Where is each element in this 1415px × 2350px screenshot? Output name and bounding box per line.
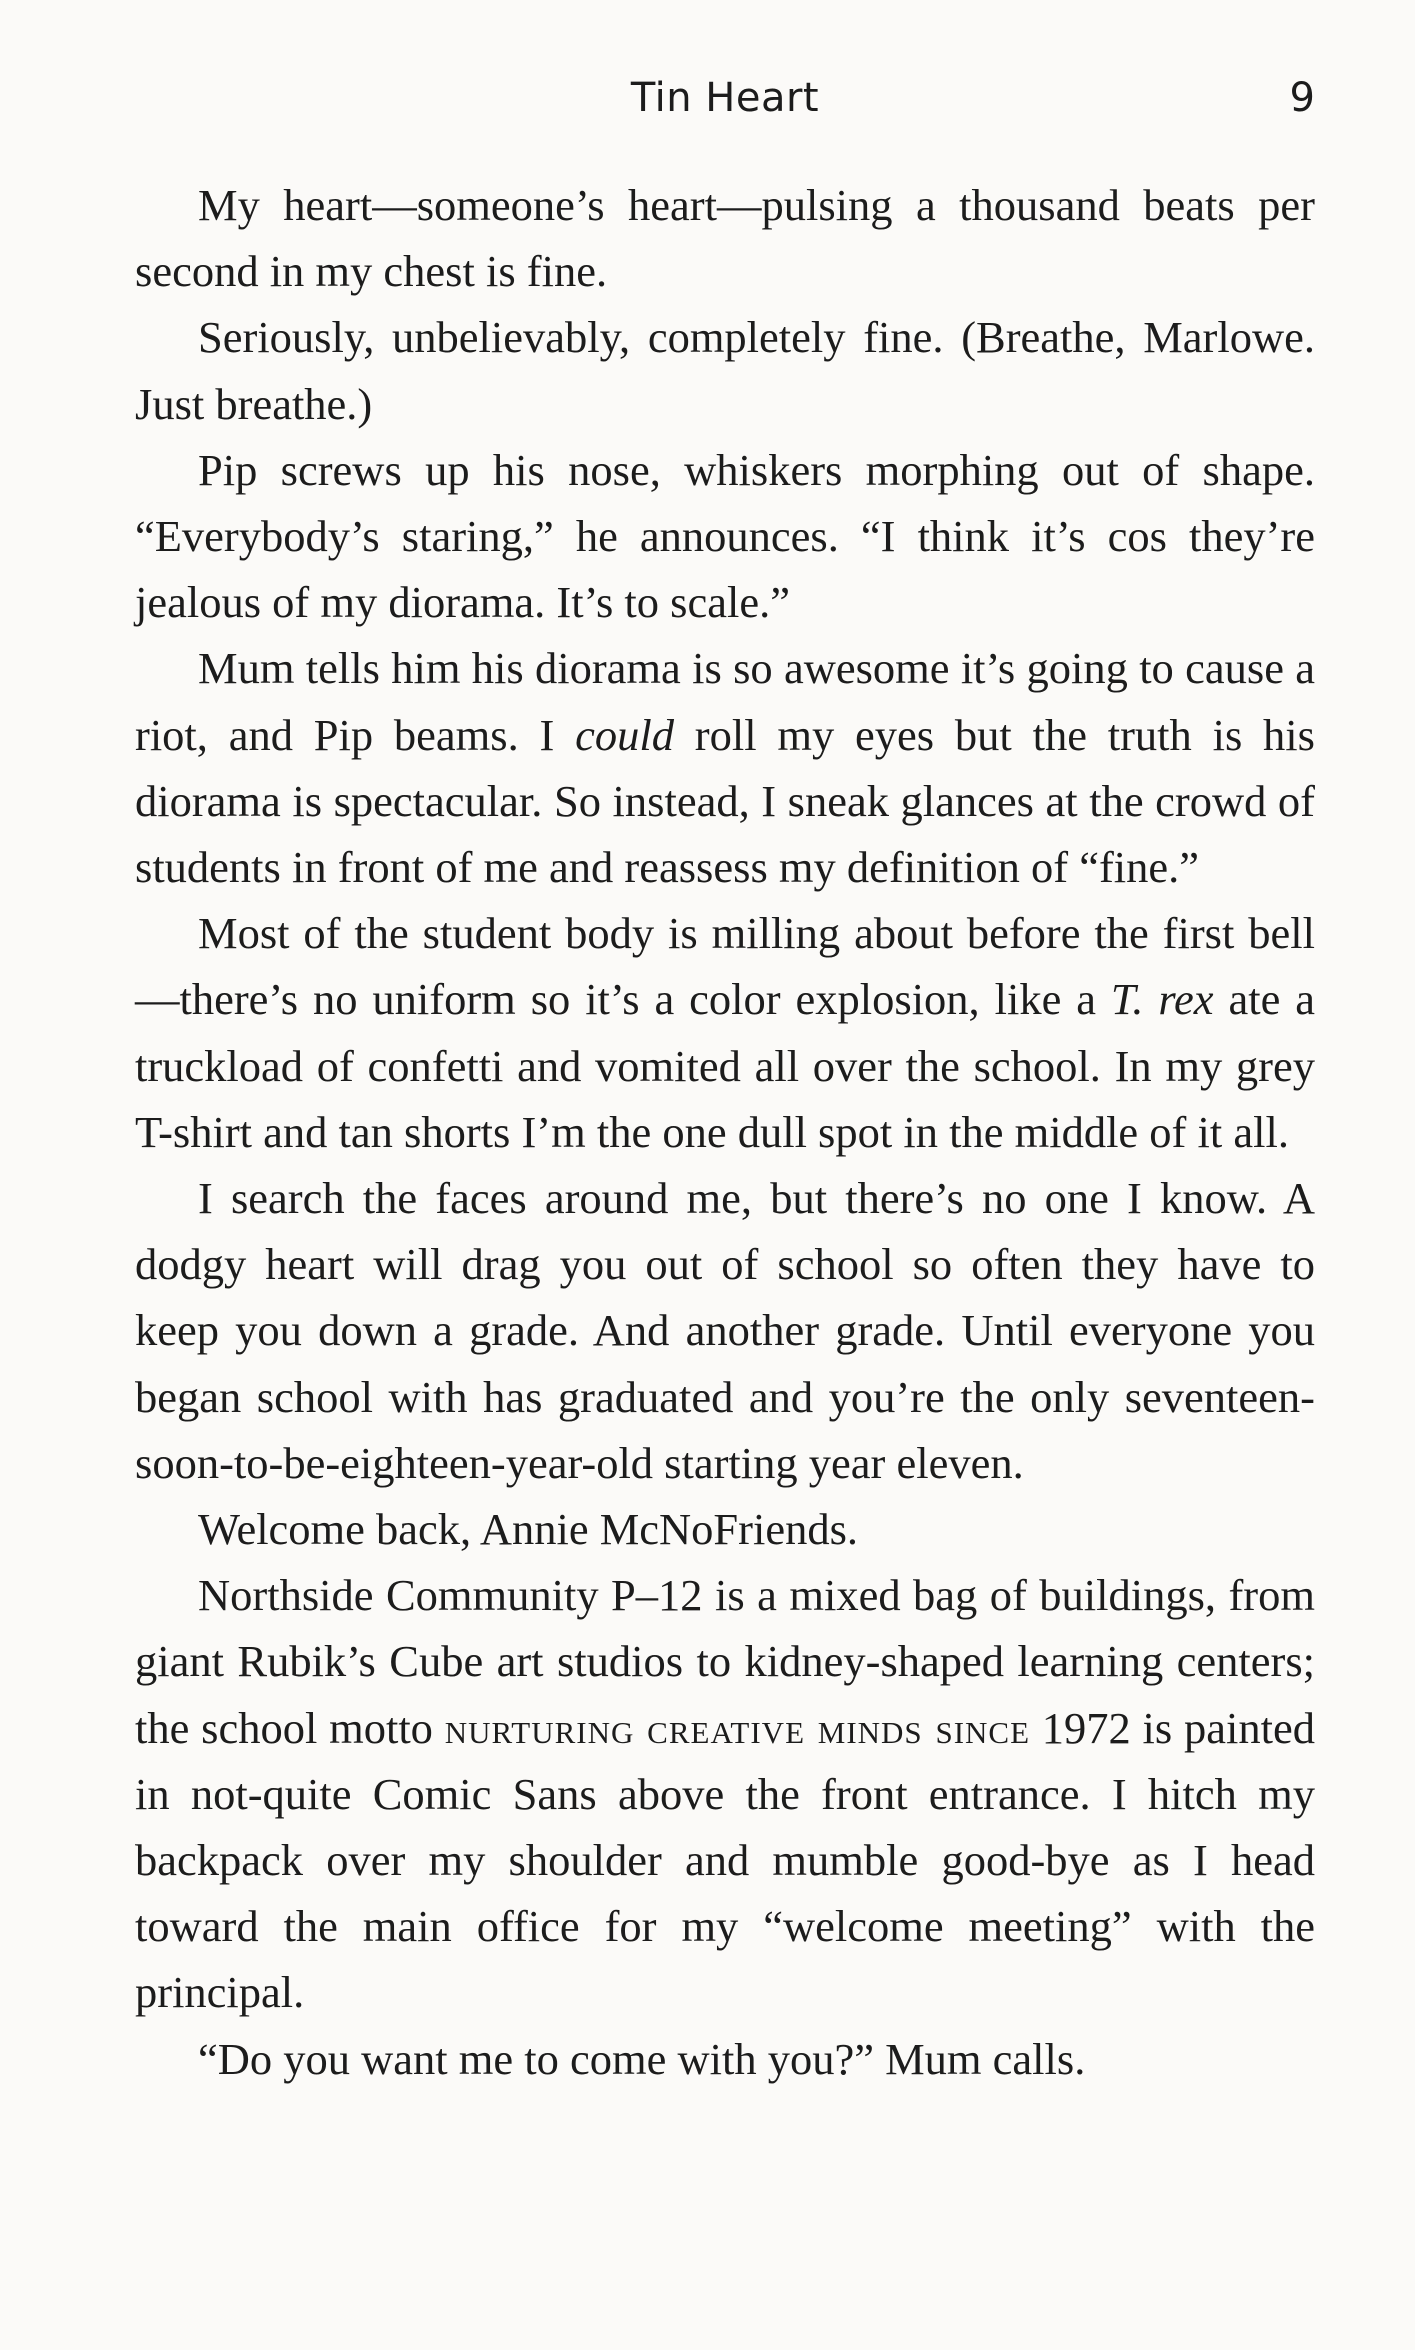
paragraph-7: Welcome back, Annie McNoFriends. [198, 1504, 859, 1555]
paragraph-5-text-b: ate a truckload of confetti and vomited all over the school. In my grey T-shirt and tan shorts I’m the one dull spot in the middle of it all. [135, 974, 1315, 1157]
paragraph-9: “Do you want me to come with you?” Mum calls. [198, 2033, 1086, 2084]
paragraph-4-text-b: roll my eyes but the truth is his diorama is spectacular. So instead, I sneak glances at the crowd of students in front of me and reassess my definition of “fine.” [135, 709, 1315, 893]
paragraph-6: I search the faces around me, but there’s no one I know. A dodgy heart will drag you out of school so often they have to keep you down a grade. And another grade. Until everyone you began school with has graduated and you’re the only seventeen-soon-to-be-eighteen-year-old starting year eleven. [135, 1173, 1315, 1488]
paragraph-1: My heart—someone’s heart—pulsing a thousand beats per second in my chest is fine. [135, 180, 1315, 297]
paragraph-4-text-a: Mum tells him his diorama is so awesome it’s going to cause a riot, and Pip beams. I [135, 643, 1315, 760]
paragraph-3: Pip screws up his nose, whiskers morphing out of shape. “Everybody’s staring,” he announces. “I think it’s cos they’re jealous of my diorama. It’s to scale.” [135, 444, 1315, 628]
paragraph-8 [135, 1562, 1315, 2025]
paragraph-5-text-a: Most of the student body is milling about before the first bell—there’s no uniform so it’s a color explosion, like a [135, 908, 1315, 1025]
page-number: 9 [1289, 75, 1315, 121]
paragraph-8-text-b: 1972 is painted in not-quite Comic Sans above the front entrance. I hitch my backpack over my shoulder and mumble good-bye as I head toward the main office for my “welcome meeting” with the principal. [135, 1702, 1315, 2018]
school-motto: nurturing creative minds since [444, 1702, 1031, 1753]
running-title: Tin Heart [630, 75, 820, 121]
paragraph-2: Seriously, unbelievably, completely fine. (Breathe, Marlowe. Just breathe.) [135, 312, 1315, 429]
paragraph-4-emphasis: could [575, 709, 675, 760]
paragraph-4 [135, 635, 1315, 900]
running-head [135, 68, 1315, 128]
body-text [135, 172, 1315, 2092]
paragraph-5 [135, 900, 1315, 1165]
paragraph-8-text-a: Northside Community P–12 is a mixed bag of buildings, from giant Rubik’s Cube art studios to kidney-shaped learning centers; the school motto [135, 1570, 1315, 1753]
paragraph-5-emphasis: T. rex [1110, 974, 1214, 1025]
